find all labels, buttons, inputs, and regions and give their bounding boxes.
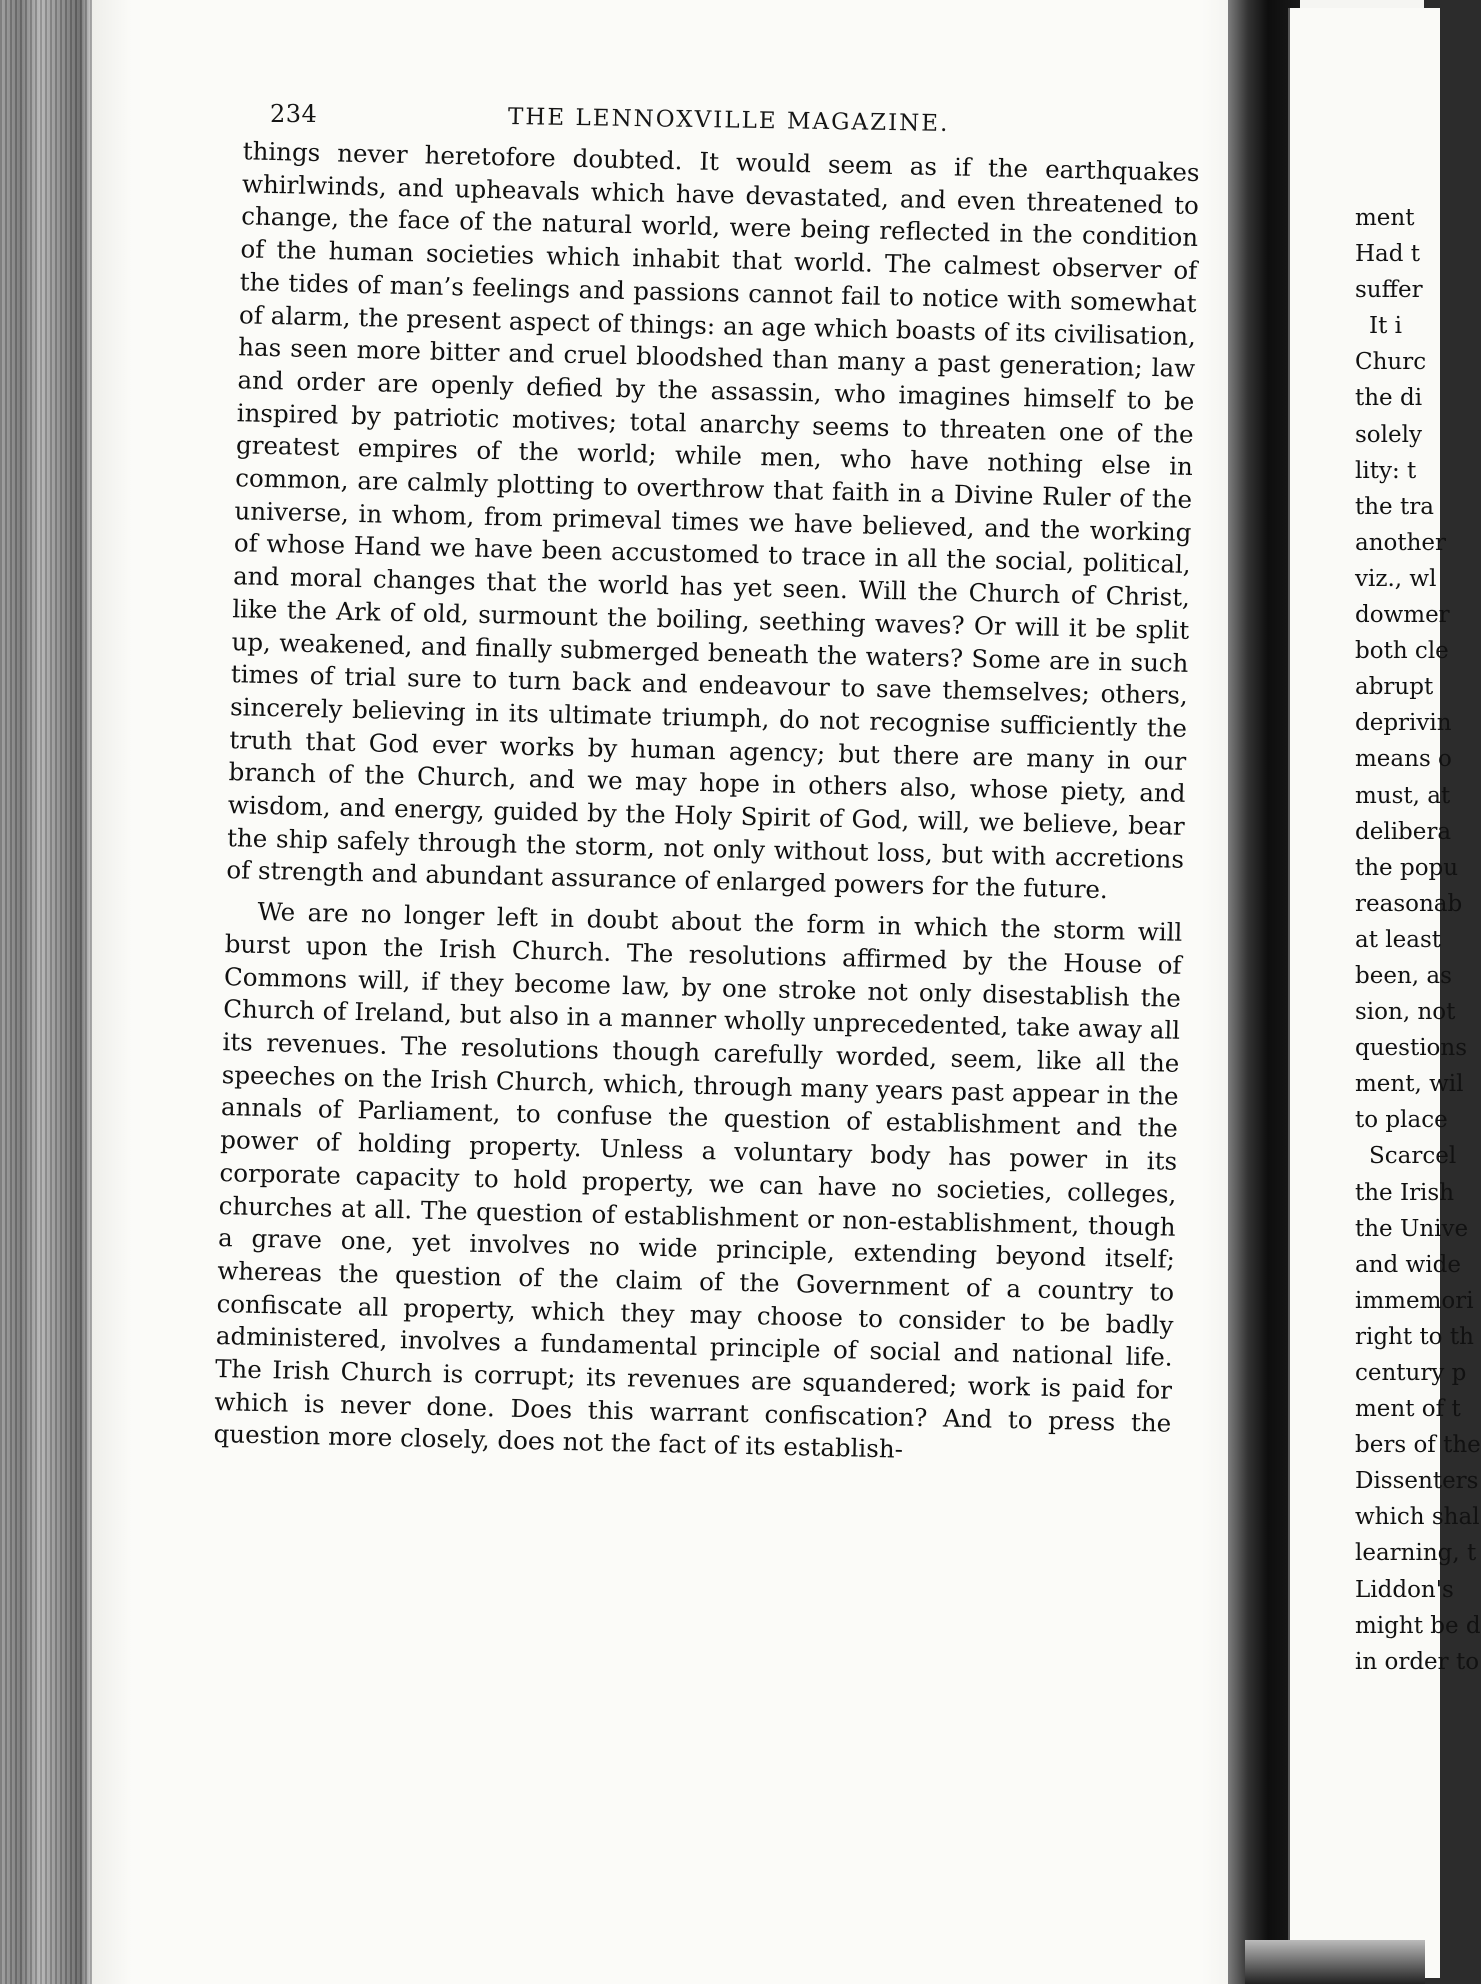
facing-line: might be d [1355,1612,1481,1639]
facing-line: It i [1369,313,1402,340]
facing-line: Scarcel [1369,1143,1457,1170]
facing-line: ment of t [1355,1396,1461,1423]
facing-line: the popu [1355,854,1459,881]
facing-line: both cle [1355,638,1449,665]
facing-line: sion, not [1355,999,1456,1026]
page-corner-shadow [1245,1940,1425,1984]
facing-line: the di [1355,385,1423,412]
facing-line: the tra [1355,493,1434,520]
facing-line: suffer [1355,277,1423,304]
book-binding-edge [0,0,92,1984]
facing-line: bers of the [1355,1432,1481,1459]
running-title: THE LENNOXVILLE MAGAZINE. [507,104,950,137]
facing-line: must, at [1355,782,1451,809]
facing-line: questions [1355,1035,1468,1062]
facing-line: delibera [1355,818,1452,845]
facing-line: ment [1355,205,1415,231]
facing-line: Liddon's [1355,1576,1454,1603]
facing-line: and wide [1355,1251,1461,1278]
facing-line: at least [1355,926,1441,953]
facing-line: right to th [1355,1323,1474,1350]
facing-line: ment, wil [1355,1071,1464,1098]
facing-line: solely [1355,421,1422,448]
facing-line: another [1355,529,1447,556]
facing-line: in order to [1355,1648,1480,1675]
page-number: 234 [270,100,318,128]
facing-line: to place [1355,1107,1448,1134]
facing-line: been, as [1355,962,1452,989]
paragraph: things never heretofore doubted. It would seem as if the earthquakes whirlwinds, and upheavals which have devastated, and even threatened to change, the face of the natural world, were being reflected in the condition of the human societies which inhabit that world. The calmest observer of the tides of man’s feelings and passions cannot fail to notice with somewhat of alarm, the present aspect of things: an age which boasts of its civilisation, has seen more bitter and cruel bloodshed than many a past generation; law and order are openly defied by the assassin, who imagines himself to be inspired by patriotic motives; total anarchy seems to threaten one of the greatest empires of the world; while men, who have nothing else in common, are calmly plotting to overthrow that faith in a Divine Ruler of the universe, in whom, from primeval times we have believed, and the working of whose Hand we have been accustomed to trace in all the social, political, and moral changes that the world has yet seen. Will the Church of Christ, like the Ark of old, surmount the boiling, seething waves? Or will it be split up, weakened, and finally submerged beneath the waters? Some are in such times of trial sure to turn back and endeavour to save themselves; others, sincerely believing in its ultimate triumph, do not recognise sufficiently the truth that God ever works by human agency; but there are many in our branch of the Church, and we may hope in others also, whose piety, and wisdom, and energy, guided by the Holy Spirit of God, will, we believe, bear the ship safely through the storm, not only without loss, but with accretions of strength and abundant assurance of enlarged powers for the future. [226,136,1200,905]
paragraph: We are no longer left in doubt about the form in which the storm will burst upon the Irish Church. The resolutions affirmed by the House of Commons will, if they become law, by one stroke not only disestablish the Church of Ireland, but also in a manner wholly unprecedented, take away all its revenues. The resolutions though carefully worded, seem, like all the speeches on the Irish Church, which, through many years past appear in the annals of Parliament, to confuse the question of establishment and the power of holding property. Unless a voluntary body has power in its corporate capacity to hold property, we can have no societies, colleges, churches at all. The question of establishment or non-establishment, though a grave one, yet involves no wide principle, extending beyond itself; whereas the question of the claim of the Government of a country to confiscate all property, which they may choose to consider to be badly administered, involves a fundamental principle of social and national life. The Irish Church is corrupt; its revenues are squandered; work is paid for which is never done. Does this warrant confiscation? And to press the question more closely, does not the fact of its establish- [213,897,1183,1465]
facing-line: lity: t [1355,457,1417,484]
facing-line: Had t [1355,241,1421,268]
facing-line: century p [1355,1360,1467,1386]
facing-line: abrupt [1355,674,1434,701]
facing-line: means o [1355,746,1452,773]
facing-line: reasonab [1355,890,1463,917]
facing-line: which shal [1355,1504,1480,1531]
article-body [213,135,1200,1480]
facing-line: the Irish [1355,1179,1455,1206]
facing-line: deprivin [1355,710,1452,737]
facing-line: learning, t [1355,1540,1477,1567]
facing-line: viz., wl [1355,565,1437,592]
facing-line: the Unive [1355,1215,1469,1242]
facing-line: Churc [1355,349,1427,376]
facing-line: dowmer [1355,602,1450,629]
facing-page-text [1355,200,1481,1680]
facing-line: immemori [1355,1287,1474,1314]
facing-line: Dissenters [1355,1468,1479,1495]
